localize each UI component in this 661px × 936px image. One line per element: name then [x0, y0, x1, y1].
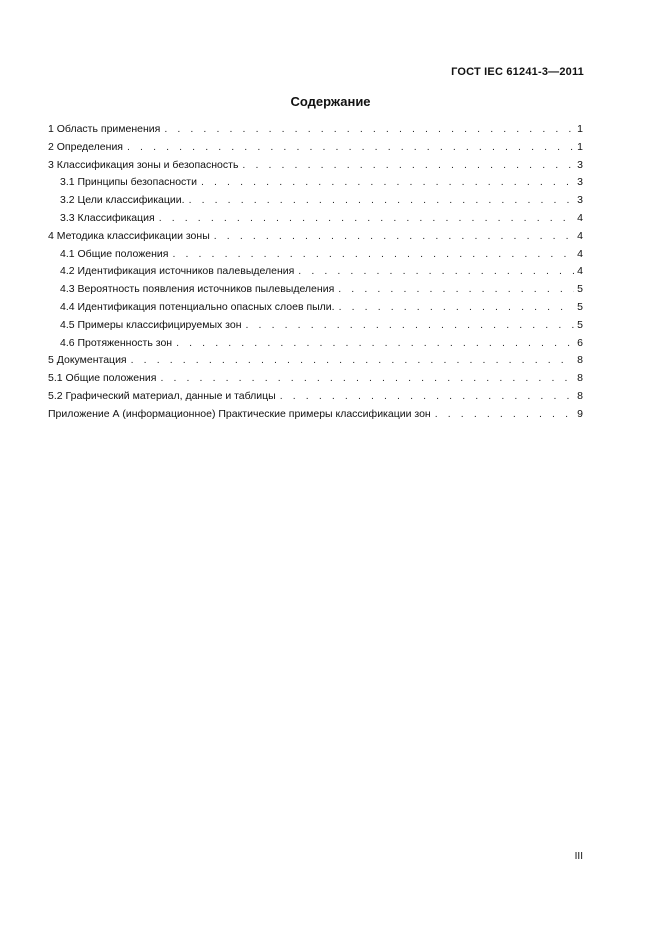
toc-entry-page: 3	[577, 194, 583, 207]
toc-entry-4[interactable]	[48, 228, 583, 246]
toc-entry-label: 4.4 Идентификация потенциально опасных слоев пыли.	[60, 300, 335, 313]
toc-entry-label: 4.3 Вероятность появления источников пылевыделения	[60, 283, 335, 296]
toc-entry-4-1[interactable]	[48, 246, 583, 264]
toc-leader-dots	[201, 174, 574, 192]
toc-leader-dots	[338, 281, 574, 299]
toc-leader-dots	[159, 210, 574, 228]
toc-entry-page: 5	[577, 318, 583, 331]
toc-entry-3[interactable]	[48, 157, 583, 175]
toc-leader-dots	[242, 157, 574, 175]
toc-entry-label: Приложение А (информационное) Практические примеры классификации зон	[48, 407, 431, 420]
toc-entry-label: 4.2 Идентификация источников палевыделения	[60, 265, 295, 278]
toc-entry-5-2[interactable]	[48, 388, 583, 406]
toc-entry-page: 3	[577, 176, 583, 189]
toc-leader-dots	[164, 121, 574, 139]
toc-entry-page: 4	[577, 211, 583, 224]
toc-entry-label: 5.2 Графический материал, данные и таблицы	[48, 389, 276, 402]
toc-leader-dots	[127, 139, 574, 157]
toc-entry-3-1[interactable]	[48, 174, 583, 192]
page-number: III	[574, 851, 583, 862]
toc-leader-dots	[280, 388, 574, 406]
toc-leader-dots	[160, 370, 574, 388]
toc-entry-label: 4 Методика классификации зоны	[48, 229, 210, 242]
toc-entry-3-2[interactable]	[48, 192, 583, 210]
toc-leader-dots	[172, 246, 574, 264]
toc-entry-label: 3 Классификация зоны и безопасность	[48, 158, 239, 171]
toc-entry-page: 8	[577, 389, 583, 402]
toc-leader-dots	[176, 335, 574, 353]
toc-title: Содержание	[290, 94, 371, 109]
toc-entry-page: 4	[577, 247, 583, 260]
document-code-header: ГОСТ IEC 61241-3—2011	[451, 66, 584, 78]
toc-leader-dots	[339, 299, 575, 317]
toc-entry-1[interactable]	[48, 121, 583, 139]
toc-entry-4-2[interactable]	[48, 263, 583, 281]
toc-entry-3-3[interactable]	[48, 210, 583, 228]
toc-entry-appendix-a[interactable]	[48, 406, 583, 424]
toc-entry-page: 8	[577, 354, 583, 367]
toc-leader-dots	[298, 263, 574, 281]
toc-entry-label: 3.1 Принципы безопасности	[60, 176, 197, 189]
toc-leader-dots	[189, 192, 575, 210]
toc-entry-label: 4.1 Общие положения	[60, 247, 169, 260]
toc-entry-label: 2 Определения	[48, 140, 123, 153]
toc-entry-4-6[interactable]	[48, 335, 583, 353]
toc-entry-page: 9	[577, 407, 583, 420]
toc-entry-page: 5	[577, 283, 583, 296]
toc-entry-4-3[interactable]	[48, 281, 583, 299]
toc-entry-label: 4.5 Примеры классифицируемых зон	[60, 318, 242, 331]
toc-leader-dots	[214, 228, 574, 246]
toc-entry-page: 4	[577, 229, 583, 242]
toc-entry-page: 1	[577, 140, 583, 153]
toc-entry-page: 6	[577, 336, 583, 349]
toc-entry-5[interactable]	[48, 352, 583, 370]
toc-entry-label: 1 Область применения	[48, 123, 161, 135]
toc-leader-dots	[435, 406, 574, 424]
toc-entry-page: 5	[577, 300, 583, 313]
toc-entry-label: 3.3 Классификация	[60, 211, 155, 224]
toc-entry-page: 4	[577, 265, 583, 278]
toc-entry-4-5[interactable]	[48, 317, 583, 335]
toc-entry-label: 5.1 Общие положения	[48, 372, 157, 385]
toc-leader-dots	[246, 317, 575, 335]
toc-entry-label: 4.6 Протяженность зон	[60, 336, 173, 349]
toc-entry-label: 5 Документация	[48, 354, 127, 367]
toc-entry-page: 8	[577, 372, 583, 385]
table-of-contents	[48, 121, 583, 424]
toc-entry-page: 1	[577, 123, 583, 135]
toc-entry-label: 3.2 Цели классификации.	[60, 194, 185, 207]
toc-entry-5-1[interactable]	[48, 370, 583, 388]
toc-entry-2[interactable]	[48, 139, 583, 157]
toc-leader-dots	[131, 352, 575, 370]
toc-entry-4-4[interactable]	[48, 299, 583, 317]
toc-entry-page: 3	[577, 158, 583, 171]
